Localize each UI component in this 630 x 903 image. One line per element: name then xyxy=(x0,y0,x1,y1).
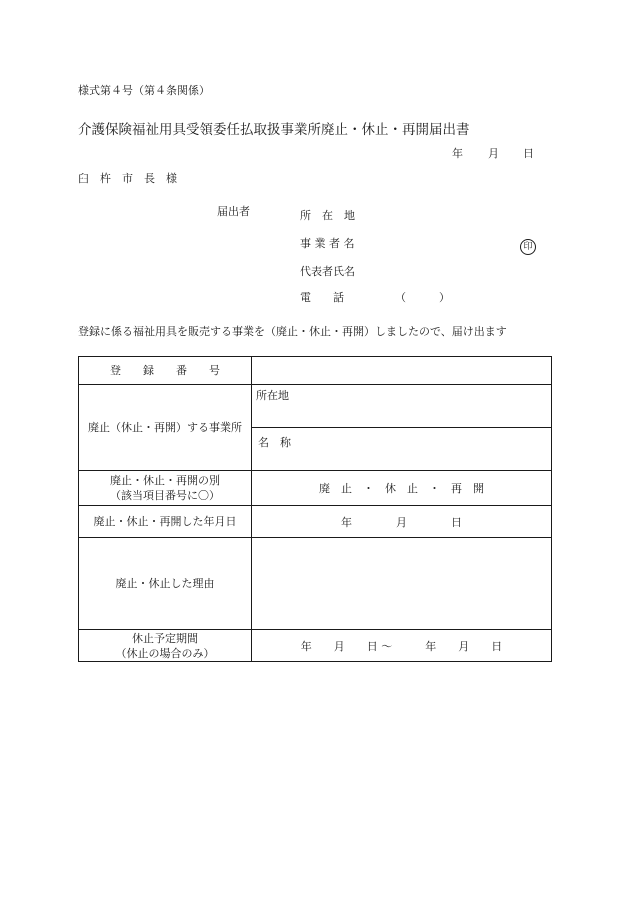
type-options[interactable]: 廃 止 ・ 休 止 ・ 再 開 xyxy=(252,471,552,506)
date-label: 廃止・休止・再開した年月日 xyxy=(79,506,252,538)
period-label-line1: 休止予定期間 xyxy=(132,631,198,645)
facility-label: 廃止（休止・再開）する事業所 xyxy=(79,385,252,471)
facility-name-field[interactable] xyxy=(252,428,552,471)
seal-icon: 印 xyxy=(520,239,536,255)
date-year: 年 xyxy=(452,147,463,160)
facility-name-label: 名 称 xyxy=(258,436,291,449)
reason-field[interactable] xyxy=(252,538,552,630)
form-table xyxy=(78,356,552,662)
period-label xyxy=(79,630,252,662)
row-registration-number xyxy=(79,357,552,385)
applicant-phone-label: 電 話 xyxy=(300,291,344,304)
applicant-phone-parens: （ ） xyxy=(395,291,450,304)
form-number: 様式第４号（第４条関係） xyxy=(78,84,210,97)
addressee: 臼 杵 市 長 様 xyxy=(78,172,177,185)
type-label-line2: （該当項目番号に〇） xyxy=(110,489,220,502)
period-label-line2: （休止の場合のみ） xyxy=(115,646,215,660)
statement: 登録に係る福祉用具を販売する事業を（廃止・休止・再開）しましたので、届け出ます xyxy=(78,325,507,338)
date-month: 月 xyxy=(488,147,499,160)
facility-address-field[interactable] xyxy=(252,385,552,428)
applicant-business-name-label: 事 業 者 名 xyxy=(300,237,355,250)
seal-mark xyxy=(520,234,536,255)
date-value[interactable]: 年 月 日 xyxy=(252,506,552,538)
registration-number-field[interactable] xyxy=(252,357,552,385)
applicant-representative-label: 代表者氏名 xyxy=(300,265,355,278)
type-label-line1: 廃止・休止・再開の別 xyxy=(110,474,220,487)
applicant-address-label: 所 在 地 xyxy=(300,209,355,222)
date-day: 日 xyxy=(523,147,534,160)
reason-label: 廃止・休止した理由 xyxy=(79,538,252,630)
type-label xyxy=(79,471,252,506)
applicant-label: 届出者 xyxy=(217,205,250,218)
row-type xyxy=(79,471,552,506)
page-title: 介護保険福祉用具受領委任払取扱事業所廃止・休止・再開届出書 xyxy=(78,122,470,138)
row-reason xyxy=(79,538,552,630)
registration-number-label: 登 録 番 号 xyxy=(79,357,252,385)
row-period xyxy=(79,630,552,662)
facility-address-label: 所在地 xyxy=(256,389,289,402)
period-value[interactable]: 年 月 日 〜 年 月 日 xyxy=(252,630,552,662)
row-facility-address xyxy=(79,385,552,428)
row-date xyxy=(79,506,552,538)
